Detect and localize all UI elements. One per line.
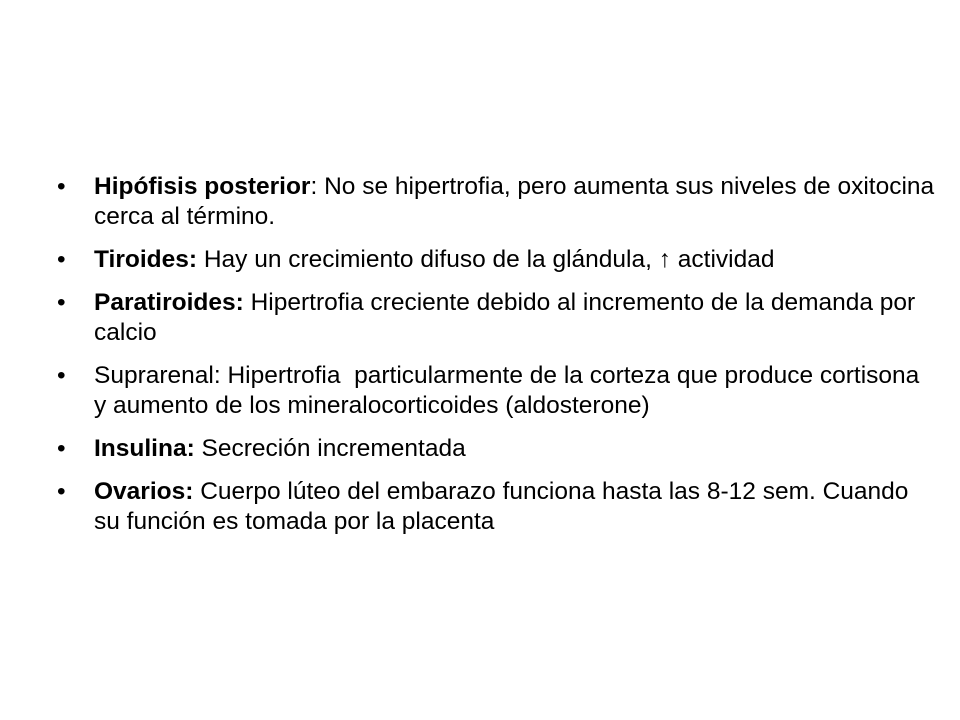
bullet-item-suprarenal bbox=[57, 361, 937, 421]
bullet-list bbox=[57, 172, 937, 537]
bullet-item-insulina bbox=[57, 434, 937, 464]
bullet-text: Cuerpo lúteo del embarazo funciona hasta las 8-12 sem. Cuando su función es tomada por la placenta bbox=[94, 478, 909, 535]
bullet-text: Hipertrofia creciente debido al incremento de la demanda por calcio bbox=[94, 289, 916, 346]
bullet-text: Suprarenal: Hipertrofia particularmente de la corteza que produce cortisona y aumento de los mineralocorticoides (aldosterone) bbox=[94, 362, 927, 419]
bullet-term: Hipófisis posterior bbox=[94, 173, 311, 200]
bullet-text: : No se hipertrofia, pero aumenta sus niveles de oxitocina cerca al término. bbox=[94, 173, 935, 230]
bullet-text: Hay un crecimiento difuso de la glándula, ↑ actividad bbox=[197, 246, 775, 273]
bullet-item-hipofisis bbox=[57, 172, 937, 232]
bullet-term: Tiroides: bbox=[94, 246, 198, 273]
bullet-icon: • bbox=[57, 246, 66, 273]
bullet-item-tiroides bbox=[57, 245, 937, 275]
bullet-icon: • bbox=[57, 173, 66, 200]
bullet-icon: • bbox=[57, 478, 66, 505]
bullet-icon: • bbox=[57, 435, 66, 462]
slide-body bbox=[57, 172, 937, 550]
bullet-term: Insulina: bbox=[94, 435, 195, 462]
bullet-text: Secreción incrementada bbox=[194, 435, 466, 462]
bullet-icon: • bbox=[57, 289, 66, 316]
bullet-item-ovarios bbox=[57, 477, 937, 537]
bullet-icon: • bbox=[57, 362, 66, 389]
bullet-item-paratiroides bbox=[57, 288, 937, 348]
bullet-term: Ovarios: bbox=[94, 478, 194, 505]
bullet-term: Paratiroides: bbox=[94, 289, 244, 316]
